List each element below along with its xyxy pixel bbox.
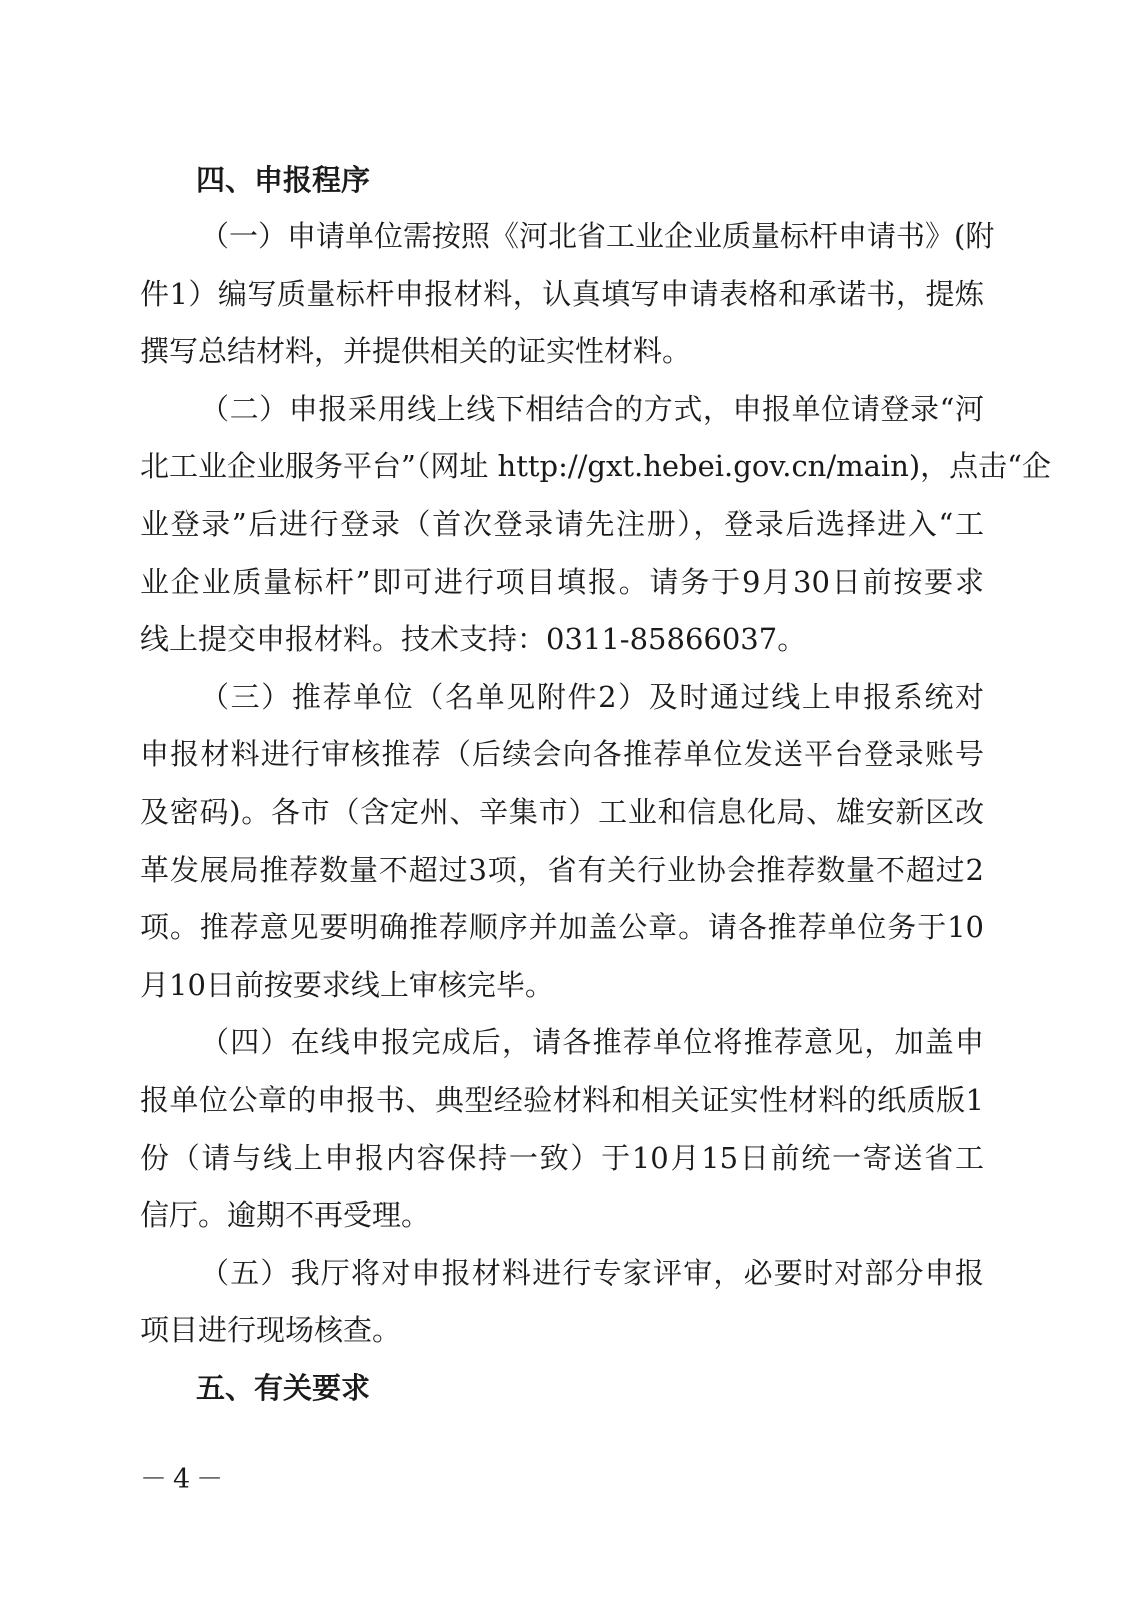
paragraph-line: 份（请与线上申报内容保持一致）于10月15日前统一寄送省工 [140,1140,984,1175]
section-heading-application-procedure: 四、申报程序 [196,163,371,197]
paragraph-line: （二）申报采用线上线下相结合的方式，申报单位请登录“河 [200,391,984,426]
paragraph-line: 撰写总结材料，并提供相关的证实性材料。 [140,334,692,369]
paragraph-line: 业企业质量标杆”即可进行项目填报。请务于9月30日前按要求 [140,564,984,599]
paragraph-line: 申报材料进行审核推荐（后续会向各推荐单位发送平台登录账号 [140,737,984,772]
paragraph-line-with-url: 北工业企业服务平台”（网址 http://gxt.hebei.gov.cn/main)，点击“企 [140,449,1052,484]
paragraph-line: （一）申请单位需按照《河北省工业企业质量标杆申请书》(附 [200,219,995,253]
page-number: －4－ [140,1464,230,1495]
paragraph-line: （五）我厅将对申报材料进行专家评审，必要时对部分申报 [200,1255,984,1290]
paragraph-2 [140,381,1052,669]
paragraph-line: （四）在线申报完成后，请各推荐单位将推荐意见，加盖申 [200,1025,984,1060]
paragraph-5 [140,1245,984,1360]
paragraph-line: 月10日前按要求线上审核完毕。 [140,967,554,1002]
paragraph-line: 件1）编写质量标杆申报材料，认真填写申请表格和承诺书，提炼 [140,276,984,311]
paragraph-line: 业登录”后进行登录（首次登录请先注册），登录后选择进入“工 [140,506,984,541]
paragraph-line-tech-support: 线上提交申报材料。技术支持：0311-85866037。 [140,622,807,657]
paragraph-3 [140,669,984,1015]
section-heading-requirements: 五、有关要求 [196,1370,371,1405]
paragraph-line: 项。推荐意见要明确推荐顺序并加盖公章。请各推荐单位务于10 [140,910,984,945]
paragraph-line: 革发展局推荐数量不超过3项，省有关行业协会推荐数量不超过2 [140,852,984,887]
paragraph-line: （三）推荐单位（名单见附件2）及时通过线上申报系统对 [200,679,984,714]
paragraph-line: 项目进行现场核查。 [140,1313,402,1348]
paragraph-4 [140,1014,984,1244]
paragraph-line: 信厅。逾期不再受理。 [140,1198,431,1233]
paragraph-line: 及密码)。各市（含定州、辛集市）工业和信息化局、雄安新区改 [140,794,984,829]
paragraph-1 [140,208,995,381]
paragraph-line: 报单位公章的申报书、典型经验材料和相关证实性材料的纸质版1 [140,1082,984,1117]
document-body [140,152,1052,1416]
